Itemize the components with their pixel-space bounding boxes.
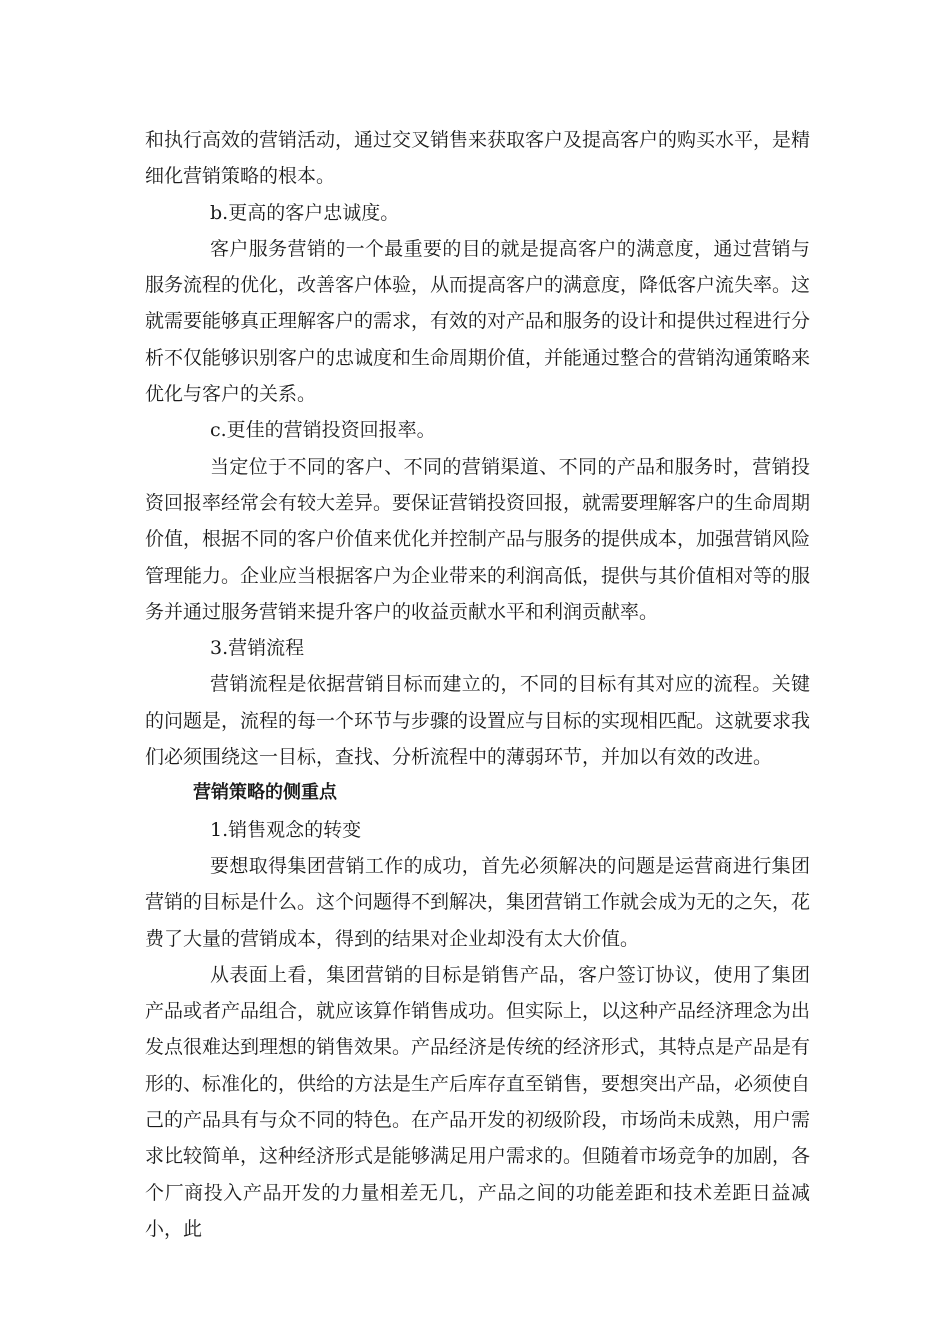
paragraph-marketing-process: 营销流程是依据营销目标而建立的，不同的目标有其对应的流程。关键的问题是，流程的每一个环节与步骤的设置应与目标的实现相匹配。这就要求我们必须围绕这一目标，查找、分析流程中的薄弱环节，并加以有效的改进。 (145, 673, 811, 769)
document-page (145, 122, 810, 1247)
paragraph-sales-goal: 要想取得集团营销工作的成功，首先必须解决的问题是运营商进行集团营销的目标是什么。这个问题得不到解决，集团营销工作就会成为无的之矢，花费了大量的营销成本，得到的结果对企业却没有太大价值。 (145, 854, 811, 950)
section-heading: 营销策略的侧重点 (193, 782, 337, 804)
paragraph-precision-marketing-end: 和执行高效的营销活动，通过交叉销售来获取客户及提高客户的购买水平，是精细化营销策略的根本。 (145, 129, 811, 188)
item-b-title: b.更高的客户忠诚度。 (210, 201, 400, 224)
paragraph-product-economy: 从表面上看，集团营销的目标是销售产品，客户签订协议，使用了集团产品或者产品组合，就应该算作销售成功。但实际上，以这种产品经济理念为出发点很难达到理想的销售效果。产品经济是传统的经济形式，其特点是产品是有形的、标准化的，供给的方法是生产后库存直至销售，要想突出产品，必须使自己的产品具有与众不同的特色。在产品开发的初级阶段，市场尚未成熟，用户需求比较简单，这种经济形式是能够满足用户需求的。但随着市场竞争的加剧，各个厂商投入产品开发的力量相差无几，产品之间的功能差距和技术差距日益减小，此 (145, 963, 811, 1240)
section-1-title: 1.销售观念的转变 (210, 818, 362, 841)
section-3-title: 3.营销流程 (210, 637, 305, 660)
paragraph-roi: 当定位于不同的客户、不同的营销渠道、不同的产品和服务时，营销投资回报率经常会有较大差异。要保证营销投资回报，就需要理解客户的生命周期价值，根据不同的客户价值来优化并控制产品与服务的提供成本，加强营销风险管理能力。企业应当根据客户为企业带来的利润高低，提供与其价值相对等的服务并通过服务营销来提升客户的收益贡献水平和利润贡献率。 (145, 455, 811, 623)
item-c-title: c.更佳的营销投资回报率。 (210, 419, 436, 442)
paragraph-customer-loyalty: 客户服务营销的一个最重要的目的就是提高客户的满意度，通过营销与服务流程的优化，改善客户体验，从而提高客户的满意度，降低客户流失率。这就需要能够真正理解客户的需求，有效的对产品和服务的设计和提供过程进行分析不仅能够识别客户的忠诚度和生命周期价值，并能通过整合的营销沟通策略来优化与客户的关系。 (145, 237, 811, 406)
